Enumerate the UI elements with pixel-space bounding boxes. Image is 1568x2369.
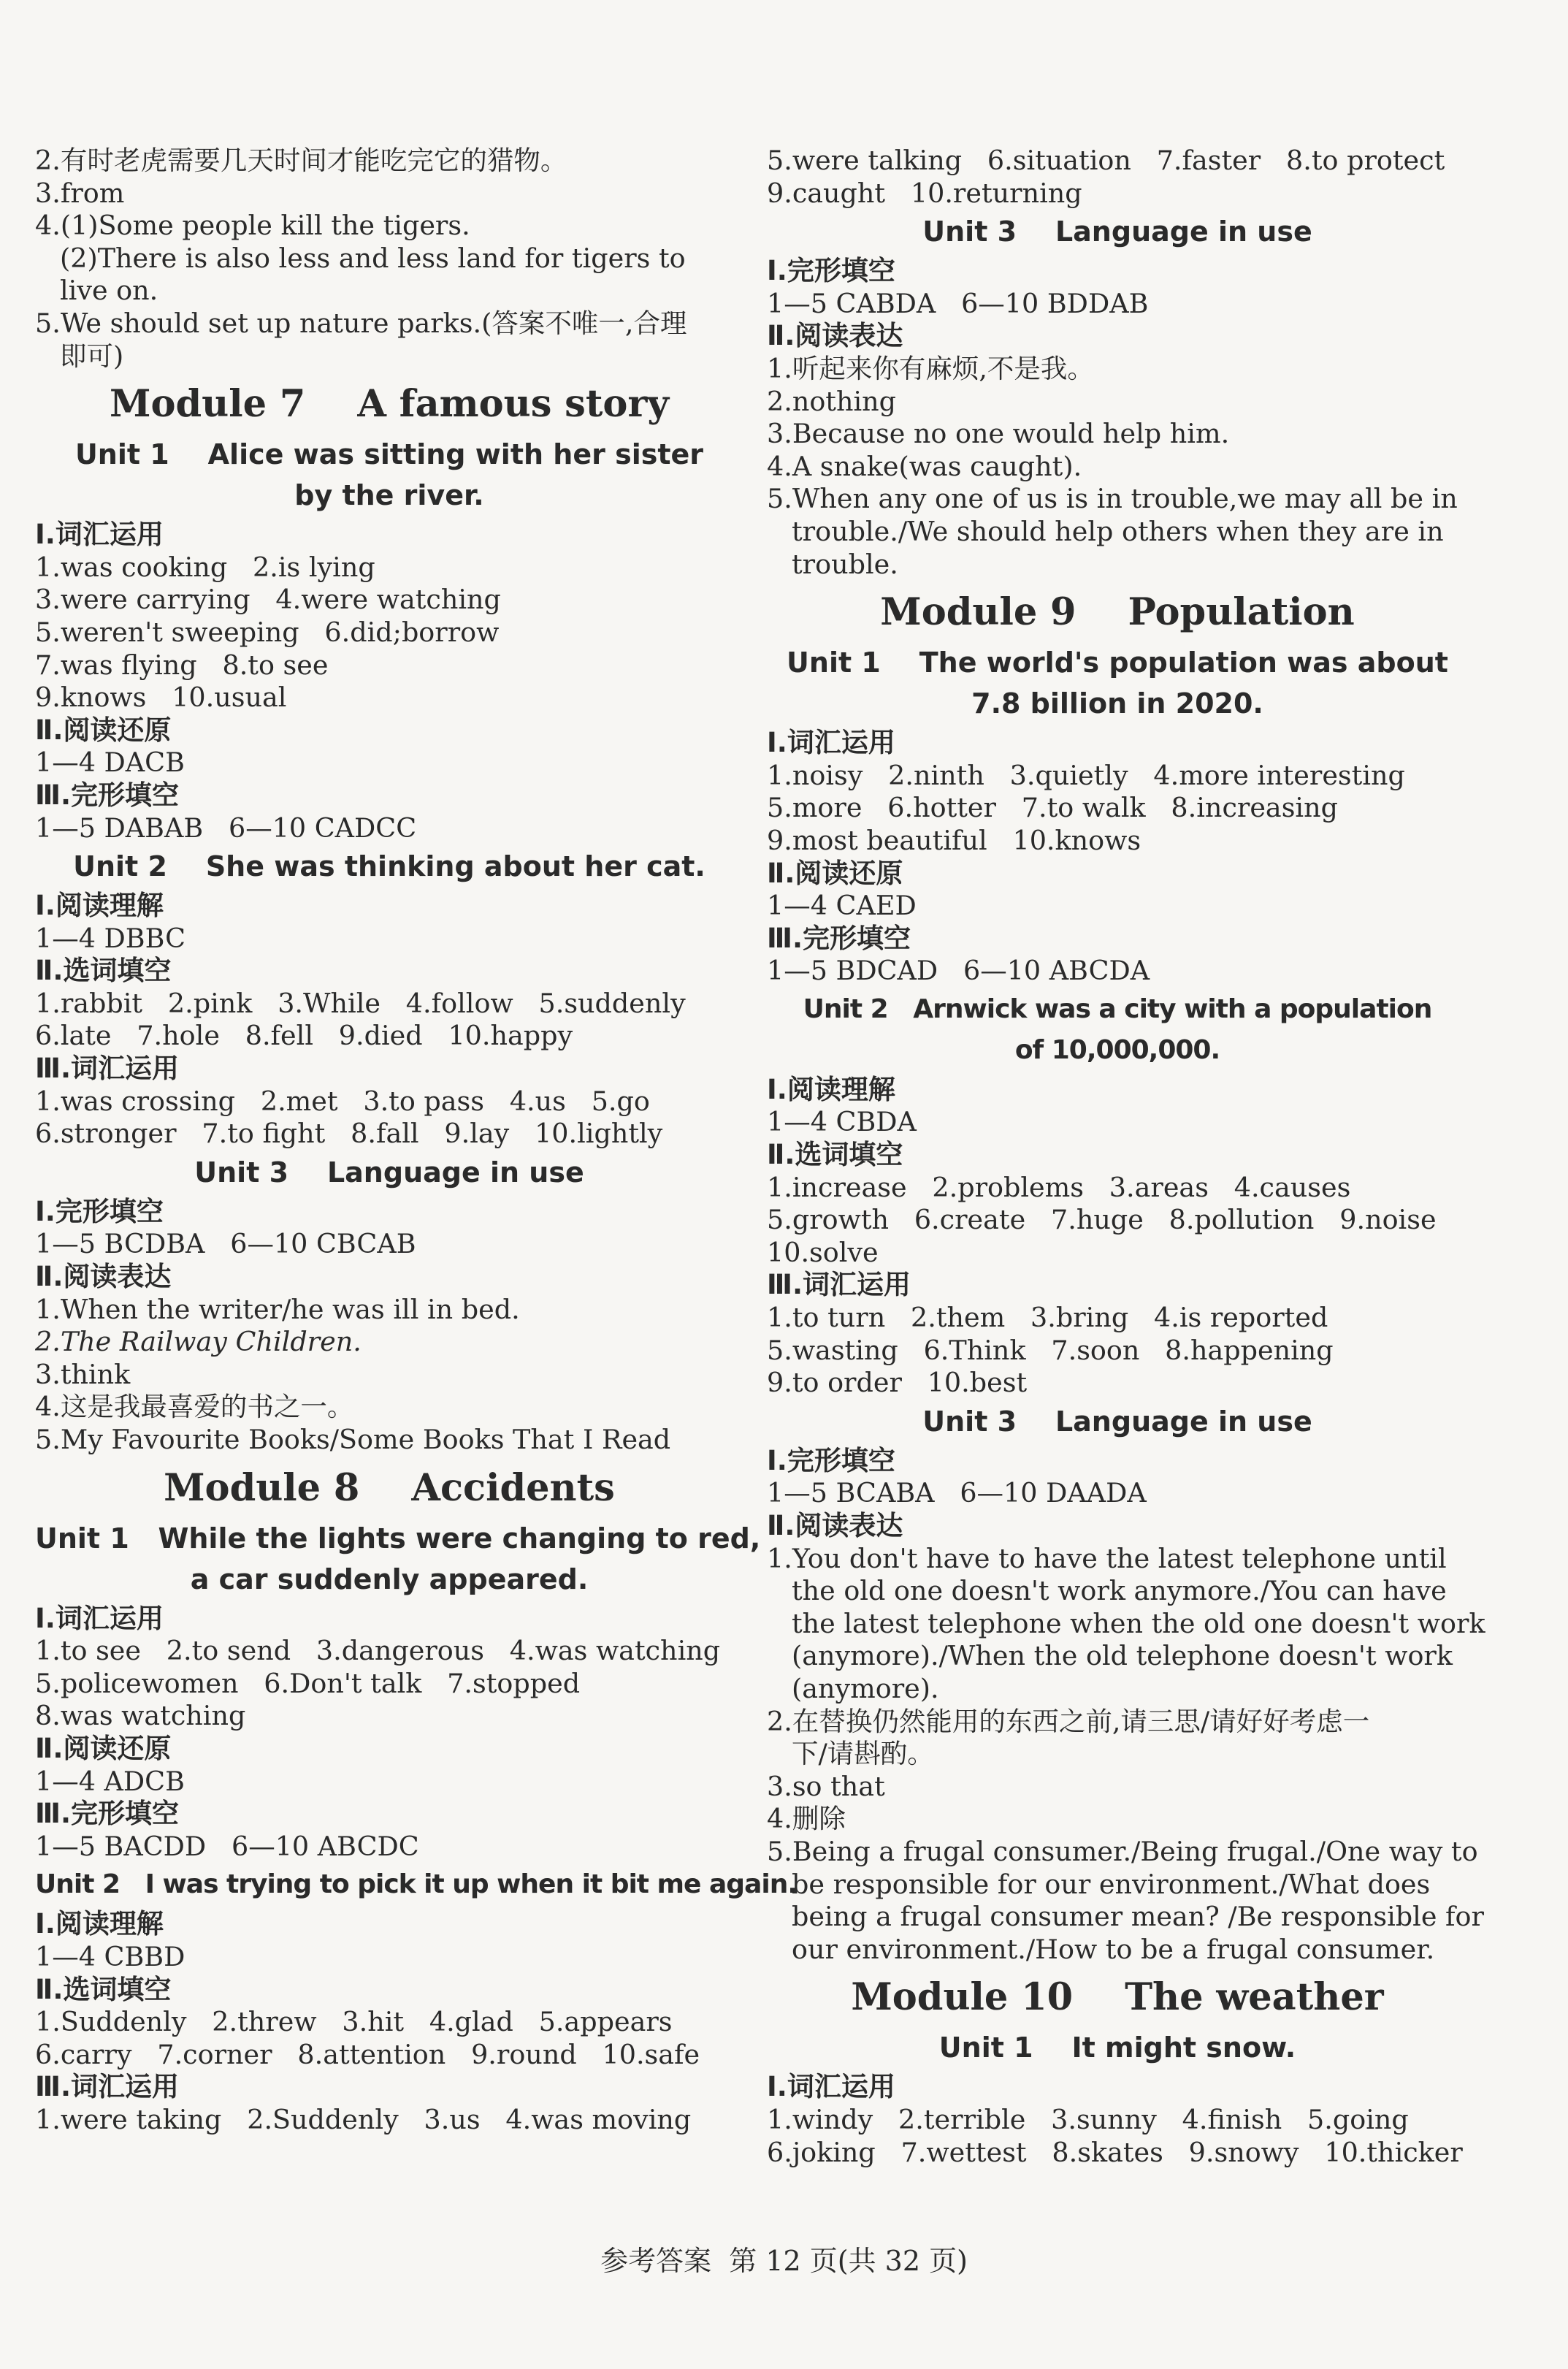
answer-line: 1.noisy 2.ninth 3.quietly 4.more interesting [767,759,1405,791]
answer-line: 1—4 DACB [35,747,185,779]
answer-line: 1—5 BACDD 6—10 ABCDC [35,1830,419,1862]
section-heading: Ⅲ.完形填空 [767,922,911,954]
answer-line: 1—4 ADCB [35,1765,185,1797]
answer-line: 5.My Favourite Books/Some Books That I Read [35,1424,671,1455]
unit-title: a car suddenly appeared. [190,1563,589,1595]
unit-title: Unit 1 Alice was sitting with her sister [74,438,704,471]
answer-line: 1—5 BCABA 6—10 DAADA [767,1477,1147,1509]
answer-line: 1.When the writer/he was ill in bed. [35,1293,520,1325]
unit-title: Unit 3 Language in use [922,1405,1312,1438]
section-heading: Ⅱ.阅读表达 [767,320,903,352]
answer-line-continued: (anymore). [792,1672,939,1704]
section-heading: Ⅰ.词汇运用 [767,727,895,759]
answer-line: 1—4 CAED [767,890,917,922]
unit-title: Unit 2 She was thinking about her cat. [73,850,705,883]
section-heading: Ⅰ.完形填空 [767,255,895,287]
answer-line: 1.You don't have to have the latest telephone until [767,1542,1447,1574]
answer-line: 6.carry 7.corner 8.attention 9.round 10.safe [35,2038,700,2070]
answer-line: 1.rabbit 2.pink 3.While 4.follow 5.suddenly [35,987,686,1019]
section-heading: Ⅱ.阅读表达 [35,1261,172,1293]
section-heading: Ⅱ.阅读还原 [767,857,903,889]
answer-line: 3.from [35,177,125,209]
answer-line: 3.Because no one would help him. [767,418,1230,450]
answer-line: 2.在替换仍然能用的东西之前,请三思/请好好考虑一 [767,1705,1370,1737]
answer-line: 5.were talking 6.situation 7.faster 8.to protect [767,145,1445,176]
page-footer: 参考答案 第 12 页(共 32 页) [600,2245,968,2277]
module-title: Module 7 A famous story [110,382,669,427]
answer-line: 5.more 6.hotter 7.to walk 8.increasing [767,792,1338,824]
answer-line: 1.was crossing 2.met 3.to pass 4.us 5.go [35,1085,650,1117]
section-heading: Ⅰ.阅读理解 [35,890,164,922]
section-heading: Ⅱ.阅读还原 [35,714,172,746]
answer-line: 5.When any one of us is in trouble,we may all be in [767,483,1458,515]
unit-title: 7.8 billion in 2020. [971,687,1263,720]
answer-line: 5.We should set up nature parks.(答案不唯一,合理 [35,307,687,339]
left-column [35,145,798,2137]
unit-title: Unit 2 Arnwick was a city with a population [803,993,1432,1024]
answer-line: 1—5 BCDBA 6—10 CBCAB [35,1228,416,1260]
answer-line: 1.were taking 2.Suddenly 3.us 4.was moving [35,2103,692,2135]
section-heading: Ⅰ.阅读理解 [35,1908,164,1940]
answer-line: 5.Being a frugal consumer./Being frugal./One way to [767,1835,1478,1867]
answer-line: 4.删除 [767,1803,846,1835]
answer-line: 5.growth 6.create 7.huge 8.pollution 9.noise [767,1204,1437,1236]
answer-line-continued: 下/请斟酌。 [792,1738,934,1770]
answer-line: 1—4 CBDA [767,1106,917,1138]
section-heading: Ⅱ.阅读还原 [35,1732,172,1764]
answer-line: 3.think [35,1358,131,1390]
module-title: Module 8 Accidents [164,1465,615,1510]
unit-title: Unit 3 Language in use [194,1156,584,1189]
answer-line: 1.to turn 2.them 3.bring 4.is reported [767,1302,1328,1334]
answer-line: 1—4 CBBD [35,1940,186,1972]
answer-line: 1.Suddenly 2.threw 3.hit 4.glad 5.appears [35,2006,673,2038]
section-heading: Ⅲ.词汇运用 [35,1053,180,1085]
section-heading: Ⅰ.完形填空 [35,1195,164,1227]
answer-line: 6.joking 7.wettest 8.skates 9.snowy 10.thicker [767,2136,1463,2168]
answer-line: 4.这是我最喜爱的书之一。 [35,1391,354,1423]
section-heading: Ⅲ.词汇运用 [767,1269,911,1301]
answer-line: 9.most beautiful 10.knows [767,824,1141,856]
unit-title: by the river. [294,479,484,512]
answer-line: 2.The Railway Children. [35,1326,362,1358]
answer-line-continued: being a frugal consumer mean? /Be responsible for [792,1901,1484,1933]
answer-line: 3.were carrying 4.were watching [35,584,501,616]
answer-line: 8.was watching [35,1700,246,1732]
answer-line: 9.caught 10.returning [767,177,1082,209]
answer-line: 5.weren't sweeping 6.did;borrow [35,616,500,648]
answer-line: 2.有时老虎需要几天时间才能吃完它的猎物。 [35,145,567,176]
answer-line: 3.so that [767,1770,885,1802]
answer-line: 10.solve [767,1236,879,1268]
answer-line: 1—5 DABAB 6—10 CADCC [35,812,417,844]
answer-line: 5.policewomen 6.Don't talk 7.stopped [35,1667,581,1699]
answer-line: 9.to order 10.best [767,1367,1028,1399]
answer-line: 1.to see 2.to send 3.dangerous 4.was watching [35,1635,721,1667]
section-heading: Ⅲ.完形填空 [35,1798,180,1830]
answer-line: 1—5 CABDA 6—10 BDDAB [767,287,1149,319]
answer-line: 1.windy 2.terrible 3.sunny 4.finish 5.going [767,2103,1409,2135]
unit-title: of 10,000,000. [1014,1034,1220,1065]
section-heading: Ⅱ.选词填空 [35,955,172,987]
answer-line: 1—5 BDCAD 6—10 ABCDA [767,955,1150,987]
section-heading: Ⅰ.词汇运用 [35,1602,164,1634]
section-heading: Ⅰ.词汇运用 [767,2071,895,2103]
section-heading: Ⅱ.阅读表达 [767,1510,903,1541]
answer-line: 6.late 7.hole 8.fell 9.died 10.happy [35,1020,573,1052]
answer-line-continued: trouble. [792,548,898,580]
section-heading: Ⅱ.选词填空 [35,1973,172,2005]
answer-line-continued: trouble./We should help others when they are in [792,515,1444,547]
answer-line-continued: be responsible for our environment./What does [792,1868,1431,1900]
module-title: Module 10 The weather [851,1975,1384,2020]
section-heading: Ⅲ.词汇运用 [35,2071,180,2103]
answer-line-continued: the latest telephone when the old one doesn't work [792,1607,1485,1639]
answer-line: 1.increase 2.problems 3.areas 4.causes [767,1171,1351,1203]
unit-title: Unit 1 The world's population was about [787,646,1448,679]
answer-line: 1.was cooking 2.is lying [35,551,375,583]
answer-line: 2.nothing [767,385,897,417]
answer-line-continued: 即可) [60,340,124,372]
unit-title: Unit 1 While the lights were changing to red, [35,1522,761,1554]
section-heading: Ⅰ.完形填空 [767,1444,895,1476]
section-heading: Ⅱ.选词填空 [767,1139,903,1171]
answer-line-continued: (2)There is also less and less land for tigers to [60,242,686,274]
section-heading: Ⅰ.词汇运用 [35,519,164,551]
answer-line: 4.(1)Some people kill the tigers. [35,210,470,242]
section-heading: Ⅲ.完形填空 [35,779,180,811]
answer-line-continued: (anymore)./When the old telephone doesn't work [792,1640,1453,1672]
answer-line: 1.听起来你有麻烦,不是我。 [767,352,1094,384]
answer-line: 1—4 DBBC [35,922,186,954]
answer-line-continued: the old one doesn't work anymore./You can have [792,1575,1447,1607]
answer-line: 7.was flying 8.to see [35,649,329,681]
unit-title: Unit 3 Language in use [922,215,1312,248]
answer-line-continued: our environment./How to be a frugal consumer. [792,1933,1435,1965]
module-title: Module 9 Population [880,590,1355,635]
right-column [767,145,1485,2169]
answer-line-continued: live on. [60,275,158,307]
unit-title: Unit 1 It might snow. [938,2032,1296,2064]
section-heading: Ⅰ.阅读理解 [767,1073,895,1105]
answer-line: 6.stronger 7.to fight 8.fall 9.lay 10.lightly [35,1118,663,1150]
unit-title: Unit 2 I was trying to pick it up when it bit me again. [35,1869,798,1900]
answer-line: 5.wasting 6.Think 7.soon 8.happening [767,1334,1334,1366]
answer-line: 4.A snake(was caught). [767,450,1082,482]
answer-line: 9.knows 10.usual [35,682,287,714]
